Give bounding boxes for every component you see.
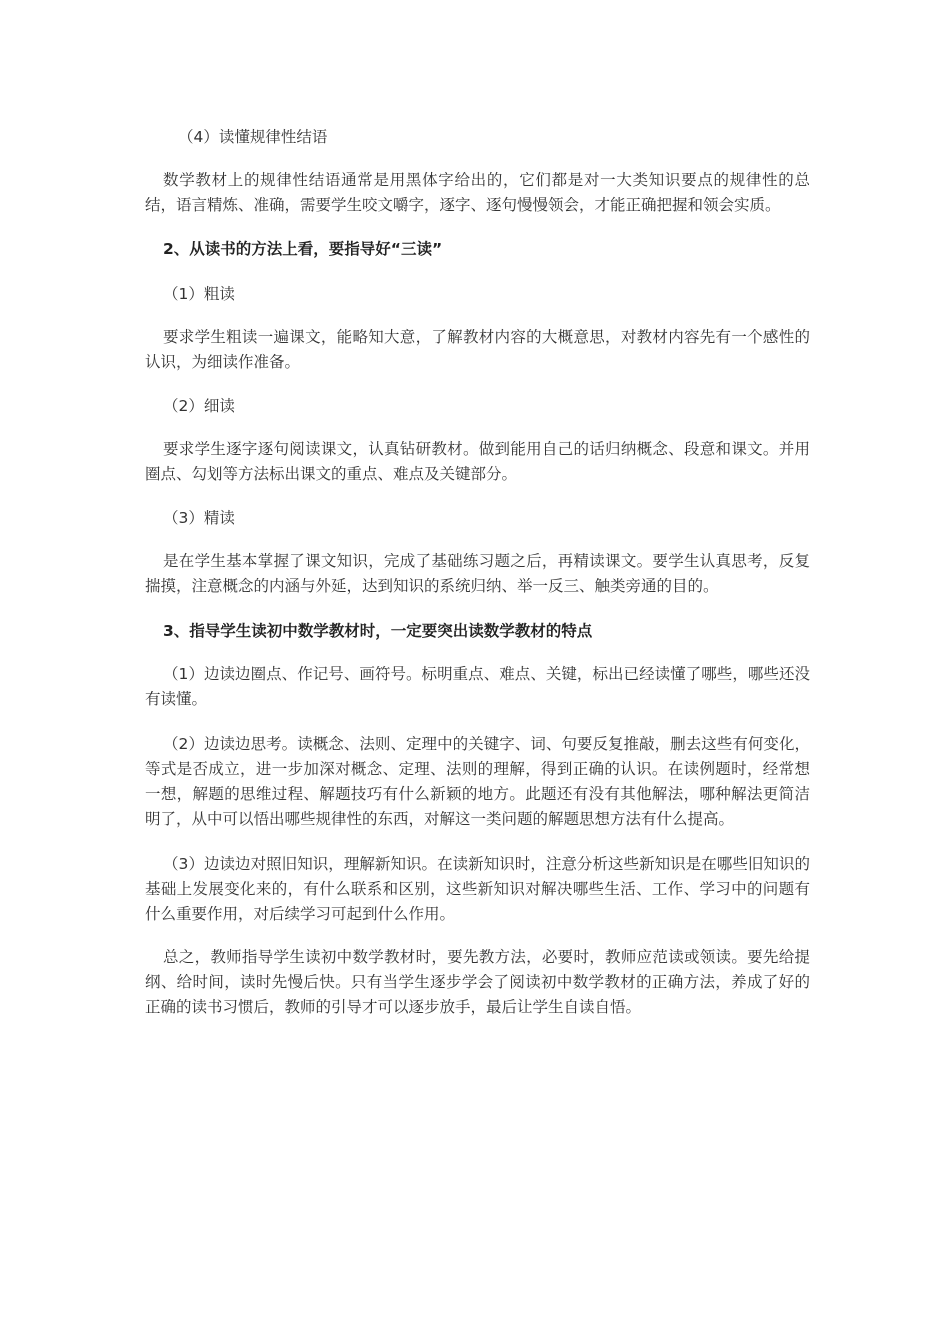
item-1-text-block	[145, 325, 810, 375]
point-compare-old-knowledge: （3）边读边对照旧知识，理解新知识。在读新知识时，注意分析这些新知识是在哪些旧知识的基础上发展变化来的，有什么联系和区别，这些新知识对解决哪些生活、工作、学习中的问题有什么重要作用，对后续学习可起到什么作用。	[145, 855, 810, 923]
item-rough-reading-text: 要求学生粗读一遍课文，能略知大意，了解教材内容的大概意思，对教材内容先有一个感性的认识，为细读作准备。	[145, 328, 810, 371]
heading-math-features: 3、指导学生读初中数学教材时，一定要突出读数学教材的特点	[163, 622, 593, 640]
item-2-text-block	[145, 437, 810, 487]
item-3-label-block	[145, 506, 810, 531]
section-4-label-block	[145, 125, 810, 150]
item-2-label-block	[145, 394, 810, 419]
item-careful-reading-label: （2）细读	[163, 397, 235, 415]
section-4-label: （4）读懂规律性结语	[178, 128, 328, 146]
point-think-while-reading: （2）边读边思考。读概念、法则、定理中的关键字、词、句要反复推敲，删去这些有何变化，等式是否成立，进一步加深对概念、定理、法则的理解，得到正确的认识。在读例题时，经常想一想，解题的思维过程、解题技巧有什么新颖的地方。此题还有没有其他解法，哪种解法更简洁明了，从中可以悟出哪些规律性的东西，对解这一类问题的解题思想方法有什么提高。	[145, 735, 810, 828]
rule-paragraph-block	[145, 168, 810, 218]
summary-paragraph: 总之，教师指导学生读初中数学教材时，要先教方法，必要时，教师应范读或领读。要先给提纲、给时间，读时先慢后快。只有当学生逐步学会了阅读初中数学教材的正确方法，养成了好的正确的读书习惯后，教师的引导才可以逐步放手，最后让学生自读自悟。	[145, 948, 810, 1016]
summary-block	[145, 945, 810, 1020]
item-1-label-block	[145, 282, 810, 307]
heading-3-block	[145, 619, 810, 644]
item-intensive-reading-label: （3）精读	[163, 509, 235, 527]
point-mark-while-reading: （1）边读边圈点、作记号、画符号。标明重点、难点、关键，标出已经读懂了哪些，哪些还没有读懂。	[145, 665, 810, 708]
item-3-text-block	[145, 549, 810, 599]
point-1-block	[145, 662, 810, 712]
rule-paragraph: 数学教材上的规律性结语通常是用黑体字给出的，它们都是对一大类知识要点的规律性的总结，语言精炼、准确，需要学生咬文嚼字，逐字、逐句慢慢领会，才能正确把握和领会实质。	[145, 171, 810, 214]
point-3-block	[145, 852, 810, 927]
item-rough-reading-label: （1）粗读	[163, 285, 235, 303]
heading-three-readings: 2、从读书的方法上看，要指导好“三读”	[163, 240, 443, 258]
point-2-block	[145, 732, 810, 832]
heading-2-block	[145, 237, 810, 262]
item-careful-reading-text: 要求学生逐字逐句阅读课文，认真钻研教材。做到能用自己的话归纳概念、段意和课文。并用圈点、勾划等方法标出课文的重点、难点及关键部分。	[145, 440, 810, 483]
item-intensive-reading-text: 是在学生基本掌握了课文知识，完成了基础练习题之后，再精读课文。要学生认真思考，反复揣摸，注意概念的内涵与外延，达到知识的系统归纳、举一反三、触类旁通的目的。	[145, 552, 810, 595]
